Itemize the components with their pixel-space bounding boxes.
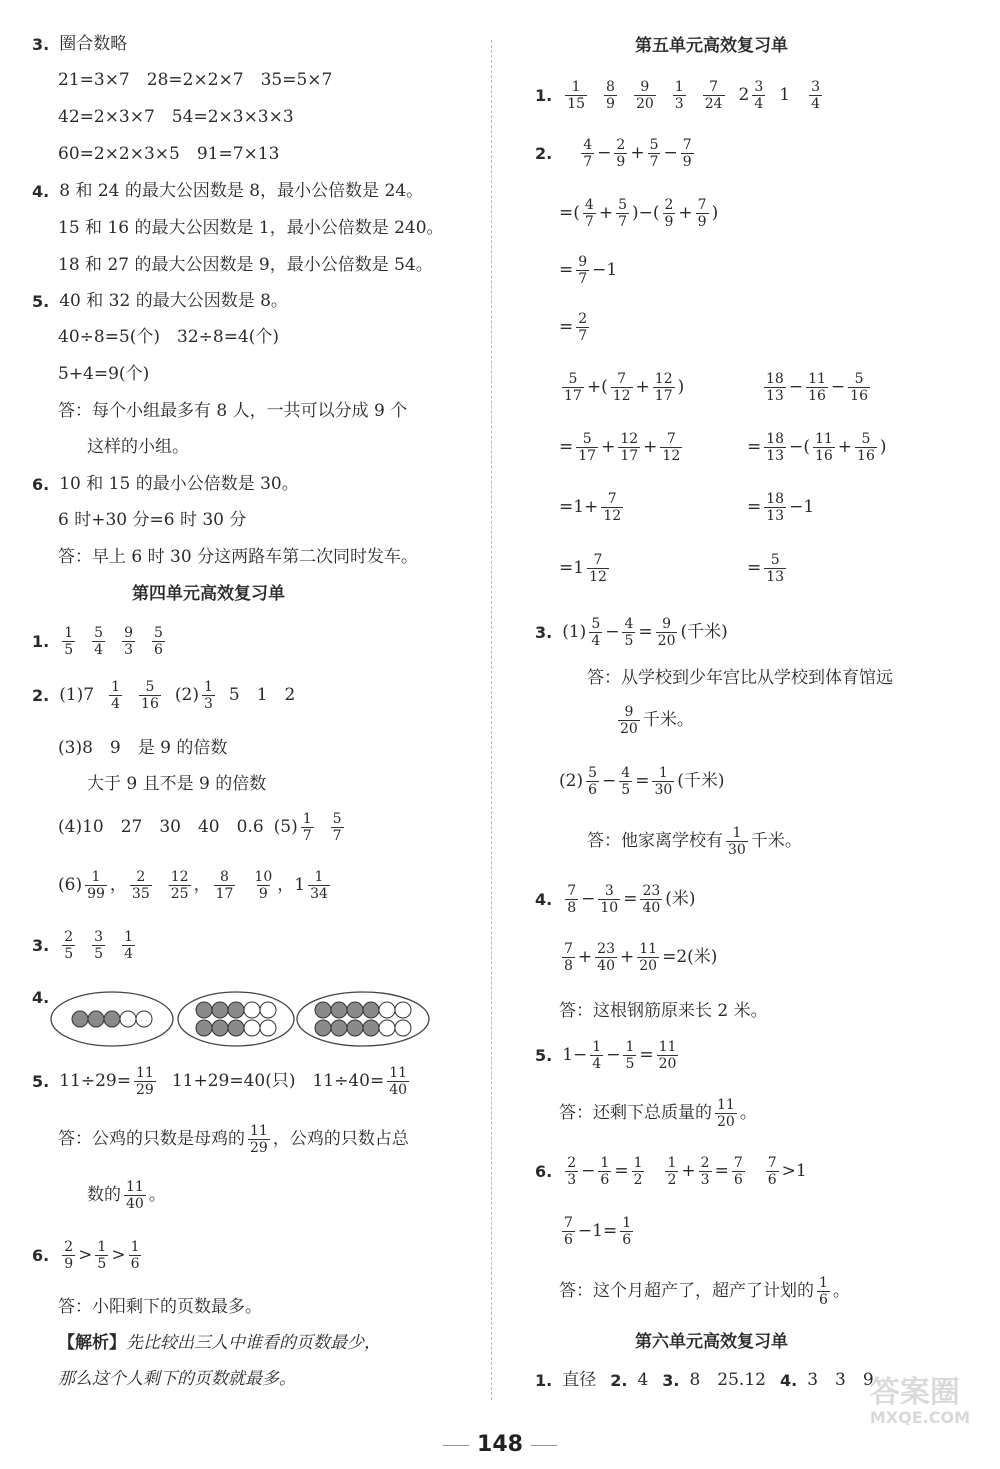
q3-line: 21=3×7 28=2×2×7 35=5×7 <box>58 70 333 90</box>
fraction: 4 5 <box>624 616 634 649</box>
q3-line: 42=2×3×7 54=2×3×3×3 <box>58 107 294 127</box>
fraction: 5 6 <box>588 765 598 798</box>
q3-line: 60=2×2×3×5 91=7×13 <box>58 144 280 164</box>
fraction: 7 6 <box>733 1155 743 1188</box>
column-divider <box>491 40 492 1400</box>
fraction: 7 12 <box>662 431 681 464</box>
u4-q2-line6 <box>58 870 333 901</box>
u4-q5 <box>32 1066 412 1097</box>
fraction: 7 6 <box>767 1155 777 1188</box>
egg-dot <box>331 1002 347 1018</box>
u5-q3-part2: (2) 5 6 − 4 5 = 1 30 (千米) <box>559 765 725 798</box>
fraction: 1 15 <box>567 79 586 112</box>
egg-dot <box>315 1002 331 1018</box>
fraction: 1 5 <box>97 1239 107 1272</box>
question-number: 6. <box>535 1161 553 1181</box>
u5-q2-b1: 18 13 − 11 16 − 5 16 <box>766 371 868 404</box>
fraction: 11 29 <box>250 1123 268 1156</box>
fraction: 1 34 <box>310 869 328 902</box>
q4-line <box>32 183 423 200</box>
q2-part2: (2) <box>174 685 199 706</box>
question-number: 6. <box>32 1245 50 1265</box>
fraction: 7 9 <box>697 197 707 230</box>
answer-text: ，公鸡的只数占总 <box>272 1129 409 1150</box>
egg-dot <box>260 1002 276 1018</box>
egg-dot <box>136 1011 152 1027</box>
fraction: 12 25 <box>170 869 189 902</box>
fraction: 12 17 <box>620 431 639 464</box>
fraction: 4 7 <box>583 137 593 170</box>
q6-answer: 答：早上 6 时 30 分这两路车第二次同时发车。 <box>58 547 419 567</box>
question-number: 6. <box>32 474 50 494</box>
fraction: 11 20 <box>717 1097 735 1130</box>
expr-middle: −1= <box>577 1221 618 1242</box>
fraction: 5 17 <box>564 371 582 404</box>
fraction: 7 12 <box>589 552 607 585</box>
q3-title-line <box>32 36 127 53</box>
u5-q2-b3: = 18 13 −1 <box>747 491 815 524</box>
fraction: 9 20 <box>657 616 676 649</box>
egg-dot <box>196 1002 212 1018</box>
answer-text: 千米。 <box>750 831 802 852</box>
fraction: 8 9 <box>606 79 615 112</box>
egg-dot <box>244 1002 260 1018</box>
u5-q4-answer: 答：这根钢筋原来长 2 米。 <box>559 1001 768 1021</box>
question-number: 2. <box>610 1370 628 1390</box>
u5-q2-line2: =( 4 7 + 5 7 )−( 2 9 + 7 9 ) <box>559 197 719 230</box>
fraction: 7 12 <box>612 371 631 404</box>
fraction: 11 20 <box>658 1039 677 1072</box>
fraction: 4 7 <box>584 197 594 230</box>
fraction: 18 13 <box>766 431 785 464</box>
u6-q1-answer: 直径 <box>562 1370 597 1390</box>
egg-dot <box>395 1020 411 1036</box>
egg-dot <box>72 1011 88 1027</box>
q6-line: 6 时+30 分=6 时 30 分 <box>58 510 247 530</box>
q5-expr: 11+29=40(只) 11÷40= <box>171 1071 385 1092</box>
egg-dot <box>260 1020 276 1036</box>
dash-right <box>531 1445 557 1446</box>
question-number: 4. <box>32 181 50 201</box>
u4-q5-answer-cont <box>87 1180 166 1211</box>
fraction: 1 2 <box>667 1155 677 1188</box>
egg-dot <box>212 1020 228 1036</box>
fraction: 2 9 <box>664 197 674 230</box>
fraction: 5 17 <box>578 431 597 464</box>
fraction: 5 6 <box>153 625 163 658</box>
fraction: 5 7 <box>332 811 342 844</box>
u5-q5-answer <box>559 1098 757 1129</box>
fraction: 2 3 <box>567 1155 577 1188</box>
watermark-logo <box>869 1375 970 1427</box>
comma: ， <box>109 875 127 896</box>
greater-than: > <box>111 1245 126 1266</box>
u5-q2-a4 <box>559 553 612 584</box>
question-number: 3. <box>32 34 50 54</box>
egg-group-3 <box>297 992 429 1046</box>
dash-left <box>443 1445 469 1446</box>
fraction: 1 4 <box>111 679 121 712</box>
fraction: 7 8 <box>564 941 573 974</box>
fraction: 12 17 <box>654 371 673 404</box>
fraction: $\frac{11}{20}$ <box>639 941 658 974</box>
unit4-title: 第四单元高效复习单 <box>132 584 285 604</box>
question-number: 2. <box>535 143 553 163</box>
u5-q4-line2: 7 8 + 23 40 + $\frac{11}{20}$ =2(米) <box>564 941 718 974</box>
u4-q2-line1 <box>32 680 295 711</box>
q2-part1: (1)7 <box>59 685 95 706</box>
egg-dot <box>212 1002 228 1018</box>
egg-dot <box>363 1020 379 1036</box>
u4-q6 <box>32 1240 144 1271</box>
watermark-text: 答案圈 <box>869 1375 960 1410</box>
expr-tail: −1 <box>789 497 815 518</box>
fraction: 9 7 <box>578 254 588 287</box>
u5-q2-a2: = 5 17 + 12 17 + 7 12 <box>559 431 681 464</box>
fraction: 2 5 <box>64 929 74 962</box>
egg-groups-picture <box>50 990 440 1048</box>
question-number: 3. <box>662 1370 680 1390</box>
q5-line: 5+4=9(个) <box>58 364 150 384</box>
fraction: $\frac{1}{6}$ <box>622 1215 632 1248</box>
fraction: 5 13 <box>766 552 785 585</box>
egg-dot <box>228 1020 244 1036</box>
fraction: 23 40 <box>642 883 661 916</box>
fraction: 10 9 <box>254 869 273 902</box>
analysis-tag: 【解析】 <box>58 1333 126 1353</box>
u4-q2-part3b: 大于 9 且不是 9 的倍数 <box>87 774 267 794</box>
fraction: 9 3 <box>124 625 133 658</box>
fraction: 3 4 <box>754 79 764 112</box>
egg-dot <box>244 1020 260 1036</box>
fraction: 1 6 <box>819 1275 828 1308</box>
question-number: 1. <box>535 1370 553 1390</box>
question-number: 5. <box>32 291 50 311</box>
fraction: 1 7 <box>302 811 312 844</box>
fraction: 9 20 <box>635 79 654 112</box>
q5-answer: 答：每个小组最多有 8 人，一共可以分成 9 个 <box>58 401 408 421</box>
fraction: 11 40 <box>126 1179 144 1212</box>
egg-dot <box>363 1002 379 1018</box>
egg-dot <box>228 1002 244 1018</box>
fraction: 7 24 <box>704 79 723 112</box>
fraction: $\frac{11}{29}$ <box>135 1065 154 1098</box>
fraction: 5 16 <box>141 679 159 712</box>
fraction: 1 4 <box>124 929 133 962</box>
answer-text: 千米。 <box>642 710 694 731</box>
fraction: 18 13 <box>766 491 785 524</box>
answer-text: 答：公鸡的只数是母鸡的 <box>58 1129 245 1150</box>
fraction: 1 30 <box>728 825 746 858</box>
answer-text: 。 <box>739 1103 757 1124</box>
question-number: 4. <box>535 889 553 909</box>
egg-dot <box>379 1020 395 1036</box>
q2-part4: (4)10 27 30 40 0.6 <box>58 817 264 838</box>
part-label: (2) <box>559 771 584 792</box>
q5-text: 40 和 32 的最大公因数是 8。 <box>59 291 288 311</box>
u5-q2-b4: = 5 13 <box>747 552 785 585</box>
q2-part5: (5) <box>273 817 298 838</box>
unit: (千米) <box>677 771 725 792</box>
whole-number: 2 <box>738 85 750 106</box>
u5-q3-answer2 <box>587 826 802 857</box>
q6-line <box>32 476 299 493</box>
greater-than: > <box>78 1245 93 1266</box>
whole-number: 1 <box>294 875 306 896</box>
answer-text: 答：还剩下总质量的 <box>559 1103 712 1124</box>
question-number: 5. <box>535 1045 553 1065</box>
u5-q6-line2 <box>559 1216 636 1247</box>
comma: ， <box>277 875 295 896</box>
fraction: 1 3 <box>203 679 213 712</box>
fraction: 3 10 <box>600 883 619 916</box>
u5-q2-b2: = 18 13 −( 11 16 + 5 16 ) <box>747 431 887 464</box>
u5-q5: 5. 1− $\frac{1}{4}$ − 1 5 = 11 20 <box>535 1039 677 1072</box>
comma: ， <box>193 875 211 896</box>
u4-q2-line4 <box>58 812 358 843</box>
analysis-text: 先比较出三人中谁看的页数最少， <box>126 1333 381 1353</box>
fraction: 1 99 <box>87 869 105 902</box>
fraction: 1 3 <box>674 79 684 112</box>
question-number: 4. <box>32 988 50 1007</box>
fraction: 7 8 <box>567 883 577 916</box>
unit6-title: 第六单元高效复习单 <box>635 1332 788 1352</box>
answer-text: 答：他家离学校有 <box>587 831 723 852</box>
fraction: 3 4 <box>811 79 821 112</box>
egg-dot <box>120 1011 136 1027</box>
u5-q6: 6. 2 3 − 1 6 = 1 2 1 2 + 2 3 = 7 6 7 6 >1 <box>535 1155 807 1188</box>
egg-dot <box>88 1011 104 1027</box>
fraction: 11 16 <box>814 431 833 464</box>
fraction: 8 17 <box>215 869 234 902</box>
question-number: 3. <box>32 935 50 955</box>
fraction: 2 9 <box>64 1239 74 1272</box>
fraction: 1 6 <box>600 1155 610 1188</box>
q3-title: 圈合数略 <box>59 34 128 54</box>
u6-q4-answer: 3 3 9 <box>807 1370 874 1390</box>
q6-text: 10 和 15 的最小公倍数是 30。 <box>59 474 299 494</box>
egg-dot <box>347 1020 363 1036</box>
fraction: 5 4 <box>94 625 104 658</box>
expr-prefix: =1 <box>559 558 585 579</box>
u4-q3 <box>32 930 149 961</box>
q5-answer: 这样的小组。 <box>87 437 189 457</box>
fraction: 2 35 <box>131 869 150 902</box>
result: =2(米) <box>662 947 718 968</box>
question-number: 4. <box>779 1370 798 1390</box>
question-number: 5. <box>32 1071 50 1091</box>
whole-number: 1 <box>779 85 791 106</box>
u5-q2-a3 <box>559 492 626 523</box>
fraction: 2 7 <box>578 311 588 344</box>
u4-q6-answer: 答：小阳剩下的页数最多。 <box>58 1297 262 1317</box>
page-number <box>0 1432 1000 1457</box>
q4-line: 18 和 27 的最大公因数是 9，最小公倍数是 54。 <box>58 255 433 275</box>
fraction: 1 2 <box>633 1155 643 1188</box>
egg-dot <box>395 1002 411 1018</box>
egg-dot <box>104 1011 120 1027</box>
fraction: 1 30 <box>654 765 673 798</box>
u5-q2-a1: 5 17 +( 7 12 + 12 17 ) <box>564 371 685 404</box>
question-number: 3. <box>535 622 553 642</box>
fraction: 5 7 <box>618 197 627 230</box>
unit5-title: 第五单元高效复习单 <box>635 36 788 56</box>
expr-prefix: =1+ <box>559 497 599 518</box>
egg-dot <box>331 1020 347 1036</box>
fraction: 7 6 <box>564 1215 573 1248</box>
q5-line <box>32 293 288 310</box>
egg-dot <box>196 1020 212 1036</box>
answer-text: 数的 <box>87 1185 121 1206</box>
fraction: 5 16 <box>857 431 875 464</box>
fraction: 11 16 <box>808 371 826 404</box>
expr-prefix: 1− <box>562 1045 588 1066</box>
egg-dot <box>347 1002 363 1018</box>
expr-tail: −1 <box>592 260 618 281</box>
fraction: 5 4 <box>591 616 601 649</box>
q5-expr: 11÷29= <box>59 1071 131 1092</box>
u5-q1 <box>535 80 825 111</box>
u4-q6-analysis-cont: 那么这个人剩下的页数就最多。 <box>58 1369 296 1389</box>
q2-part6: (6) <box>58 875 83 896</box>
fraction: 9 20 <box>620 704 638 737</box>
u4-q2-part3: (3)8 9 是 9 的倍数 <box>58 738 228 758</box>
question-number: 1. <box>535 85 553 105</box>
u5-q4: 4. 7 8 − 3 10 = 23 40 (米) <box>535 883 696 916</box>
fraction: 4 5 <box>621 765 631 798</box>
u4-q1 <box>32 626 179 657</box>
page-number-text: 148 <box>477 1432 523 1457</box>
fraction: $\frac{11}{40}$ <box>389 1065 408 1098</box>
u5-q3-answer1: 答：从学校到少年宫比从学校到体育馆远 <box>587 668 893 688</box>
fraction: $\frac{1}{4}$ <box>592 1039 602 1072</box>
u5-q3-answer1-cont <box>615 705 694 736</box>
q4-text: 8 和 24 的最大公因数是 8，最小公倍数是 24。 <box>59 181 424 201</box>
q4-line: 15 和 16 的最大公因数是 1，最小公倍数是 240。 <box>58 218 444 238</box>
question-number: 1. <box>32 631 50 651</box>
u5-q6-answer <box>559 1276 850 1307</box>
u6-q1-line <box>535 1372 874 1389</box>
fraction: $\frac{7}{12}$ <box>603 491 622 524</box>
fraction: 1 5 <box>625 1039 635 1072</box>
u5-q2-line3: = 9 7 −1 <box>559 254 618 287</box>
u6-q2-answer: 4 <box>637 1370 649 1390</box>
fraction: 18 13 <box>766 371 784 404</box>
fraction: 5 7 <box>649 137 659 170</box>
fraction: 2 3 <box>700 1155 710 1188</box>
u4-q6-analysis <box>58 1335 381 1352</box>
q2-part2-rest: 5 1 2 <box>228 685 296 706</box>
u6-q3-answer: 8 25.12 <box>689 1370 766 1390</box>
answer-text: 。 <box>148 1185 166 1206</box>
question-number: 2. <box>32 685 50 705</box>
u5-q2-line4: = 2 7 <box>559 311 588 344</box>
egg-dot <box>379 1002 395 1018</box>
part-label: (1) <box>562 622 587 643</box>
answer-text: 。 <box>832 1281 850 1302</box>
fraction: 23 40 <box>597 941 615 974</box>
comparison: >1 <box>781 1161 807 1182</box>
u5-q3-part1: 3. (1) 5 4 − 4 5 = 9 20 (千米) <box>535 616 728 649</box>
egg-dot <box>315 1020 331 1036</box>
fraction: 2 9 <box>616 137 626 170</box>
u5-q2-line1: 2. 4 7 − 2 9 + 5 7 − 7 9 <box>535 137 692 170</box>
fraction: 3 5 <box>94 929 104 962</box>
unit: (米) <box>665 889 696 910</box>
u4-q5-answer <box>58 1124 409 1155</box>
fraction: 7 9 <box>682 137 692 170</box>
fraction: 5 16 <box>850 371 868 404</box>
egg-group-2 <box>178 992 294 1046</box>
q5-line: 40÷8=5(个) 32÷8=4(个) <box>58 327 280 347</box>
fraction: 1 5 <box>64 625 74 658</box>
fraction: 1 6 <box>130 1239 140 1272</box>
unit: (千米) <box>680 622 728 643</box>
watermark-url: MXQE.COM <box>869 1408 970 1427</box>
answer-text: 答：这个月超产了，超产了计划的 <box>559 1281 814 1302</box>
